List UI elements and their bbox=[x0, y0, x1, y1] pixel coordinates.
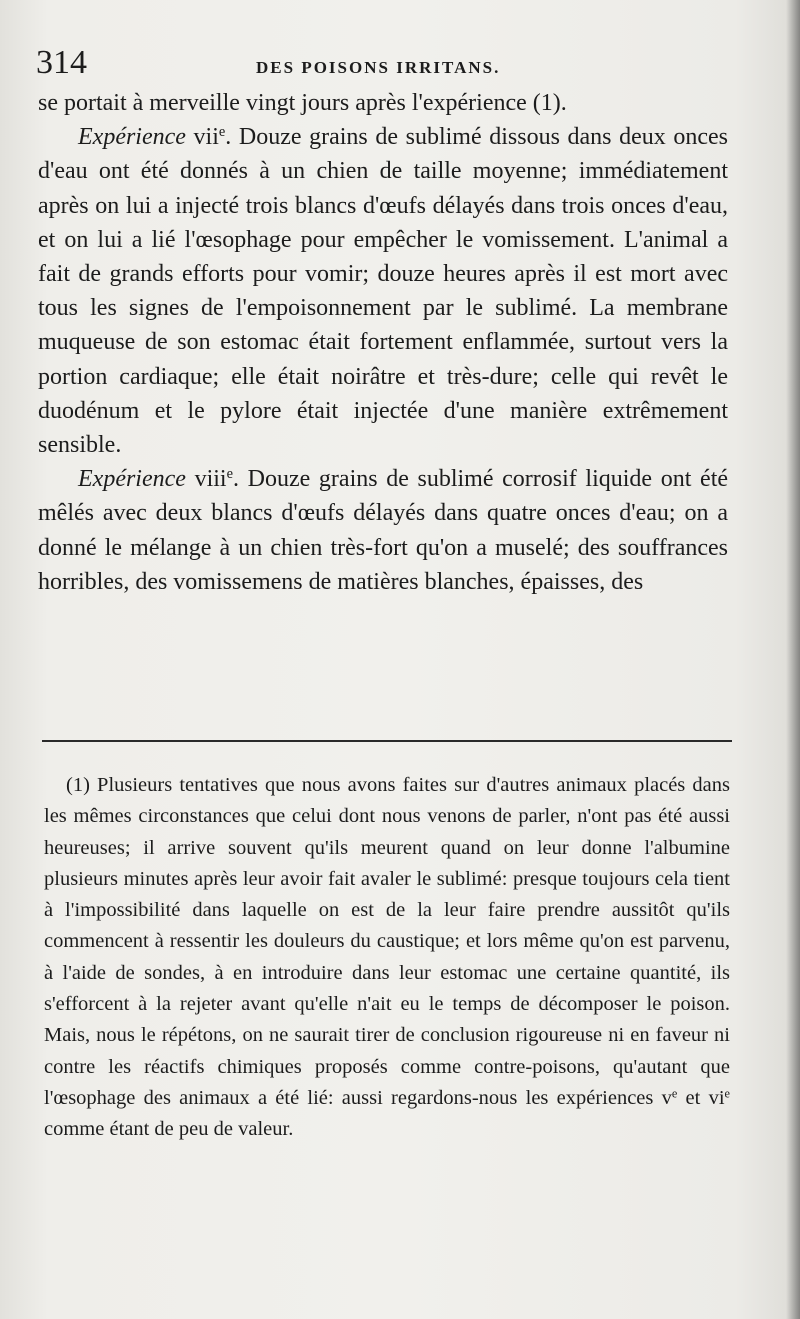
paragraph-text: . Douze grains de sublimé corrosif liquide ont été mêlés avec deux blancs d'œufs délayés dans quatre onces d'eau; on a donné le mélange à un chien très-fort qu'on a muselé; des souffrances horribles, des vomissemens de matières blanches, épaisses, des bbox=[38, 466, 729, 595]
experience-label: Expérience bbox=[78, 466, 186, 493]
experience-label: Expérience bbox=[78, 124, 186, 151]
experience-number-suffix: e bbox=[226, 466, 233, 483]
page-number: 314 bbox=[36, 44, 87, 81]
experience-number-suffix: e bbox=[218, 124, 226, 141]
experience-number: viii bbox=[194, 466, 227, 493]
footnote-separator-rule bbox=[42, 740, 732, 742]
running-head: DES POISONS IRRITANS. bbox=[256, 58, 501, 77]
paragraph-experience-7 bbox=[38, 120, 728, 462]
page-edge-shadow bbox=[786, 0, 800, 1319]
footnote bbox=[44, 770, 730, 1146]
footnote-text: comme étant de peu de valeur. bbox=[44, 1118, 294, 1141]
experience-number: vii bbox=[193, 124, 219, 151]
paragraph-experience-8 bbox=[38, 462, 728, 599]
paragraph-text: . Douze grains de sublimé dissous dans deux onces d'eau ont été donnés à un chien de taille moyenne; immédiatement après on lui a injecté trois blancs d'œufs délayés dans trois onces d'eau, et on lui a lié l'œsophage pour empêcher le vomissement. L'animal a fait de grands efforts pour vomir; douze heures après il est mort avec tous les signes de l'empoisonnement par le sublimé. La membrane muqueuse de son estomac était fortement enflammée, surtout vers la portion cardiaque; elle était noirâtre et très-dure; celle qui revêt le duodénum et le pylore était injectée d'une manière extrêmement sensible. bbox=[38, 124, 729, 459]
footnote-text: Plusieurs tentatives que nous avons faites sur d'autres animaux placés dans les mêmes circonstances que celui dont nous venons de parler, n'ont pas été aussi heureuses; il arrive souvent qu'ils meurent quand on leur donne l'albumine plusieurs minutes après leur avoir fait avaler le sublimé: presque toujours cela tient à l'impossibilité dans laquelle on est de la leur faire prendre aussitôt qu'ils commencent à ressentir les douleurs du caustique; et lors même qu'on est parvenu, à l'aide de sondes, à en introduire dans leur estomac une certaine quantité, ils s'efforcent à la rejeter avant qu'elle n'ait eu le temps de décomposer le poison. Mais, nous le répétons, on ne saurait tirer de conclusion rigoureuse ni en faveur ni contre les réactifs chimiques proposés comme contre-poisons, qu'autant que l'œsophage des animaux a été lié: aussi regardons-nous les expériences v bbox=[44, 774, 730, 1109]
ordinal-suffix: e bbox=[671, 1086, 678, 1101]
main-text bbox=[38, 86, 728, 599]
paragraph-continuation: se portait à merveille vingt jours après l'expérience (1). bbox=[38, 90, 567, 116]
footnote-text: et vi bbox=[677, 1086, 725, 1109]
footnote-paragraph bbox=[44, 770, 730, 1146]
footnote-marker: (1) bbox=[66, 774, 90, 796]
ordinal-suffix: e bbox=[724, 1086, 730, 1101]
